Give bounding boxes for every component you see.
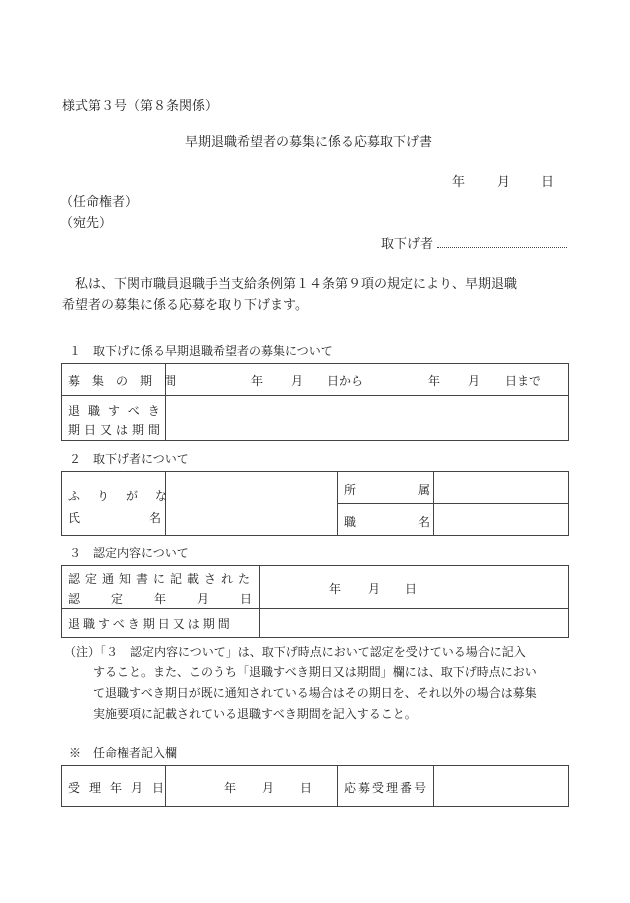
section3-heading: ３ 認定内容について bbox=[69, 546, 189, 560]
receipt-number-field[interactable] bbox=[438, 770, 564, 802]
note-line1: （注）「３ 認定内容について」は、取下げ時点において認定を受けている場合に記入 bbox=[64, 645, 526, 659]
date-day[interactable]: 日 bbox=[541, 175, 555, 190]
receipt-date-label: 受理年月日 bbox=[68, 781, 174, 795]
period-start-year[interactable]: 年 bbox=[251, 374, 264, 388]
withdrawer-label: 取下げ者 bbox=[381, 237, 434, 252]
form-number: 様式第３号（第８条関係） bbox=[62, 99, 219, 114]
date-year[interactable]: 年 bbox=[452, 175, 466, 190]
notice-year[interactable]: 年 bbox=[329, 582, 342, 596]
receipt-year[interactable]: 年 bbox=[224, 781, 237, 795]
position-field[interactable] bbox=[438, 508, 564, 532]
receipt-day[interactable]: 日 bbox=[300, 781, 313, 795]
retire-date-field[interactable] bbox=[170, 400, 564, 436]
retire-date-label-line2: 期日又は期間 bbox=[68, 423, 165, 437]
section1-heading: １ 取下げに係る早期退職希望者の募集について bbox=[69, 344, 333, 358]
body-text-line1: 私は、下関市職員退職手当支給条例第１４条第９項の規定により、早期退職 bbox=[75, 277, 518, 292]
addressee-label: （宛先） bbox=[60, 216, 113, 231]
section4-heading: ※ 任命権者記入欄 bbox=[69, 746, 178, 760]
period-start-month[interactable]: 月 bbox=[291, 374, 304, 388]
affiliation-field[interactable] bbox=[438, 476, 564, 500]
appointer-label: （任命権者） bbox=[60, 195, 139, 210]
notice-date-label-line1: 認定通知書に記載された bbox=[68, 572, 256, 586]
page-title: 早期退職希望者の募集に係る応募取下げ書 bbox=[185, 135, 433, 150]
note-line3: て退職すべき期日が既に通知されている場合はその期日を、それ以外の場合は募集 bbox=[93, 686, 537, 700]
receipt-month[interactable]: 月 bbox=[262, 781, 275, 795]
withdrawer-signature-line[interactable] bbox=[437, 247, 567, 248]
section3-retire-label: 退職すべき期日又は期間 bbox=[68, 617, 233, 631]
period-end-month[interactable]: 月 bbox=[468, 374, 481, 388]
section3-retire-field[interactable] bbox=[264, 612, 564, 634]
retire-date-label-line1: 退職すべき bbox=[68, 404, 168, 418]
affiliation-label: 所属 bbox=[344, 483, 493, 497]
period-label: 募集の期間 bbox=[68, 374, 189, 388]
notice-day[interactable]: 日 bbox=[405, 582, 418, 596]
body-text-line2: 希望者の募集に係る応募を取り下げます。 bbox=[62, 298, 308, 313]
date-month[interactable]: 月 bbox=[497, 175, 511, 190]
period-end-year[interactable]: 年 bbox=[428, 374, 441, 388]
receipt-number-label: 応募受理番号 bbox=[344, 781, 429, 795]
period-end-day[interactable]: 日まで bbox=[505, 374, 542, 388]
notice-month[interactable]: 月 bbox=[368, 582, 381, 596]
note-line4: 実施要項に記載されている退職すべき期間を記入すること。 bbox=[93, 707, 417, 721]
furigana-label: ふりがな bbox=[68, 489, 185, 503]
section2-heading: ２ 取下げ者について bbox=[69, 452, 189, 466]
notice-date-label-line2: 認定年月日 bbox=[68, 592, 284, 606]
period-start-day[interactable]: 日から bbox=[327, 374, 364, 388]
name-label: 氏名 bbox=[68, 511, 231, 525]
note-line2: すること。また、このうち「退職すべき期日又は期間」欄には、取下げ時点におい bbox=[93, 665, 537, 679]
name-field[interactable] bbox=[170, 476, 332, 531]
position-label: 職名 bbox=[344, 515, 493, 529]
